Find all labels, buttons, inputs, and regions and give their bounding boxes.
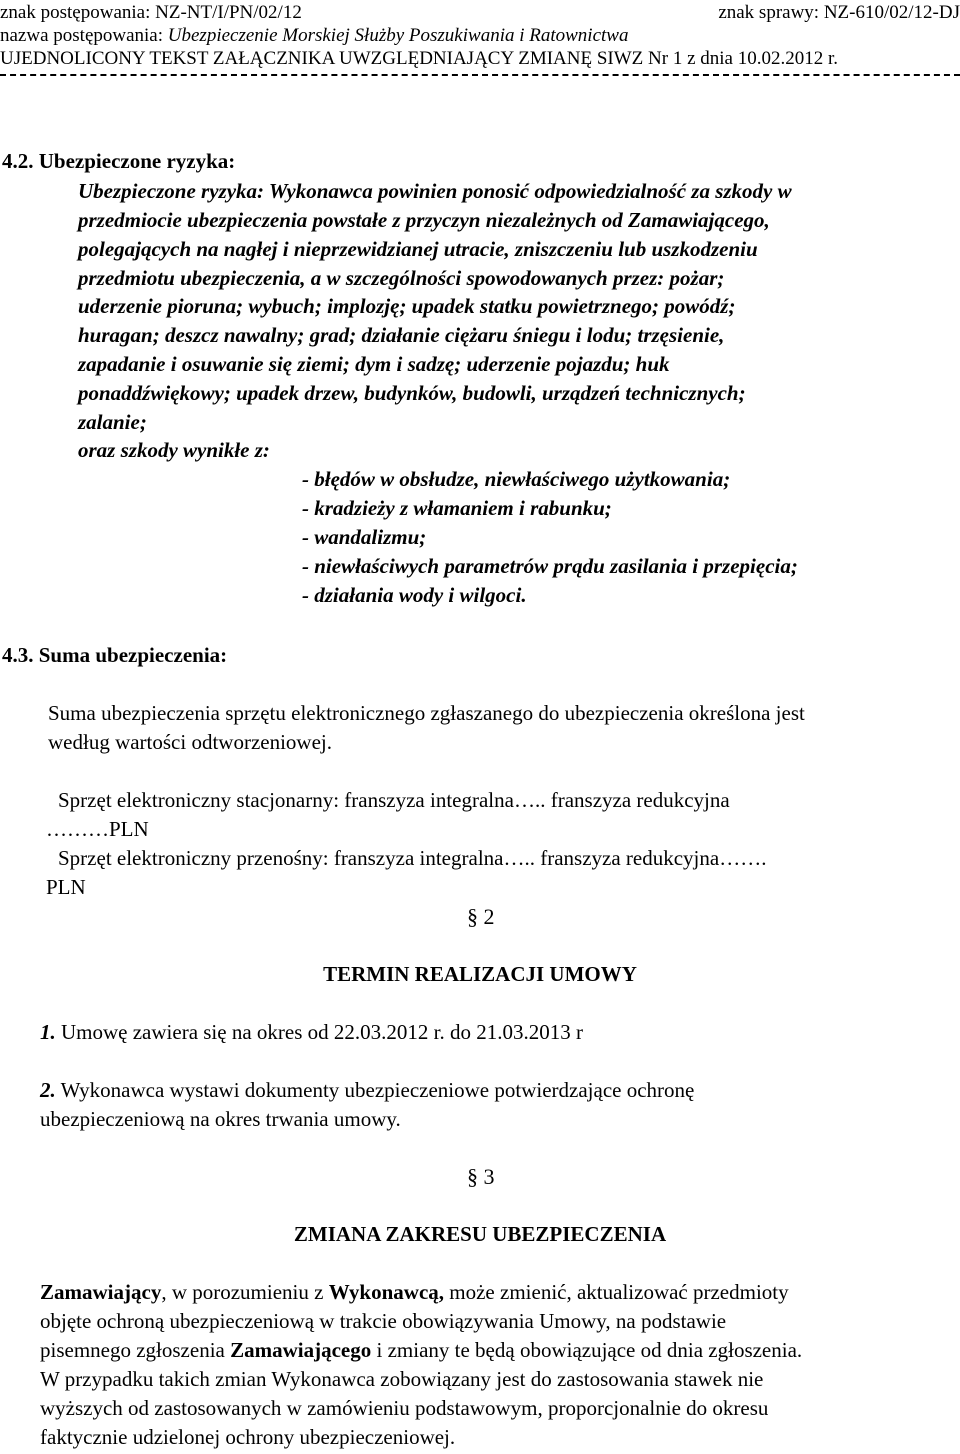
scope-change-party: Wykonawcą, bbox=[328, 1280, 445, 1304]
header-case-number: znak postępowania: NZ-NT/I/PN/02/12 bbox=[0, 2, 302, 23]
section-4-2-line: ponaddźwiękowy; upadek drzew, budynków, budowli, urządzeń technicznych; bbox=[78, 381, 746, 405]
exclusion-list-item: - wandalizmu; bbox=[302, 525, 427, 549]
exclusion-list-item: - kradzieży z włamaniem i rabunku; bbox=[302, 496, 612, 520]
term-item-1-number: 1. bbox=[40, 1020, 56, 1044]
paragraph-3-title: ZMIANA ZAKRESU UBEZPIECZENIA bbox=[293, 1222, 667, 1246]
sum-insured-text: Suma ubezpieczenia sprzętu elektronicznego zgłaszanego do ubezpieczenia określona jest bbox=[48, 701, 805, 725]
header-dashed-divider bbox=[0, 74, 960, 76]
section-4-3-title: Suma ubezpieczenia: bbox=[38, 643, 228, 667]
sum-insured-text: według wartości odtworzeniowej. bbox=[48, 730, 333, 754]
scope-change-line bbox=[40, 1337, 802, 1363]
section-4-2-line: przedmiocie ubezpieczenia powstałe z przyczyn niezależnych od Zamawiającego, bbox=[78, 208, 770, 232]
term-item-1-text: Umowę zawiera się na okres od 22.03.2012 r. do 21.03.2013 r bbox=[55, 1020, 583, 1044]
section-4-2-line: huragan; deszcz nawalny; grad; działanie ciężaru śniegu i lodu; trzęsienie, bbox=[78, 323, 725, 347]
section-4-2-title: Ubezpieczone ryzyka: bbox=[38, 149, 236, 173]
exclusion-list-item: - działania wody i wilgoci. bbox=[302, 583, 527, 607]
portable-equipment-deductible: Sprzęt elektroniczny przenośny: franszyza integralna….. franszyza redukcyjna……. bbox=[58, 846, 767, 870]
paragraph-2-title: TERMIN REALIZACJI UMOWY bbox=[323, 962, 637, 986]
section-4-3-heading bbox=[2, 642, 227, 668]
paragraph-3-symbol: § 3 bbox=[467, 1164, 495, 1189]
term-item-2-continued: ubezpieczeniową na okres trwania umowy. bbox=[40, 1107, 401, 1131]
section-4-2-number: 4.2. bbox=[2, 149, 34, 173]
term-item-2-text: Wykonawca wystawi dokumenty ubezpieczeniowe potwierdzające ochronę bbox=[55, 1078, 695, 1102]
scope-change-line: faktycznie udzielonej ochrony ubezpieczeniowej. bbox=[40, 1425, 456, 1449]
section-4-2-line: zalanie; bbox=[78, 410, 147, 434]
scope-change-party: Zamawiający bbox=[40, 1280, 162, 1304]
term-item-2 bbox=[40, 1077, 694, 1103]
scope-change-text: i zmiany te będą obowiązujące od dnia zgłoszenia. bbox=[371, 1338, 803, 1362]
scope-change-text: , w porozumieniu z bbox=[161, 1280, 329, 1304]
exclusion-list-item: - błędów w obsłudze, niewłaściwego użytkowania; bbox=[302, 467, 731, 491]
section-4-2-line: zapadanie i osuwanie się ziemi; dym i sadzę; uderzenie pojazdu; huk bbox=[78, 352, 670, 376]
scope-change-line: W przypadku takich zmian Wykonawca zobowiązany jest do zastosowania stawek nie bbox=[40, 1367, 764, 1391]
scope-change-party: Zamawiającego bbox=[230, 1338, 372, 1362]
header-matter-number: znak sprawy: NZ-610/02/12-DJ bbox=[718, 2, 960, 23]
scope-change-text: może zmienić, aktualizować przedmioty bbox=[444, 1280, 789, 1304]
section-4-2-line: Ubezpieczone ryzyka: Wykonawca powinien ponosić odpowiedzialność za szkody w bbox=[78, 179, 792, 203]
section-4-2-heading bbox=[2, 148, 235, 174]
term-item-2-number: 2. bbox=[40, 1078, 56, 1102]
stationary-equipment-amount: ………PLN bbox=[46, 817, 149, 841]
portable-equipment-amount: PLN bbox=[46, 875, 86, 899]
section-4-2-line: uderzenie pioruna; wybuch; implozję; upadek statku powietrznego; powódź; bbox=[78, 294, 736, 318]
stationary-equipment-deductible: Sprzęt elektroniczny stacjonarny: franszyza integralna….. franszyza redukcyjna bbox=[58, 788, 730, 812]
section-4-2-line: oraz szkody wynikłe z: bbox=[78, 438, 270, 462]
exclusion-list-item: - niewłaściwych parametrów prądu zasilania i przepięcia; bbox=[302, 554, 798, 578]
section-4-2-line: przedmiotu ubezpieczenia, a w szczególności spowodowanych przez: pożar; bbox=[78, 266, 725, 290]
header-procedure-label: nazwa postępowania: bbox=[0, 25, 168, 46]
header-unified-text-note: UJEDNOLICONY TEKST ZAŁĄCZNIKA UWZGLĘDNIAJĄCY ZMIANĘ SIWZ Nr 1 z dnia 10.02.2012 r. bbox=[0, 48, 839, 69]
paragraph-2-symbol: § 2 bbox=[467, 904, 495, 929]
term-item-1 bbox=[40, 1019, 583, 1045]
header-procedure-value: Ubezpieczenie Morskiej Służby Poszukiwania i Ratownictwa bbox=[167, 25, 629, 46]
scope-change-text: pisemnego zgłoszenia bbox=[40, 1338, 231, 1362]
section-4-3-number: 4.3. bbox=[2, 643, 34, 667]
section-4-2-line: polegających na nagłej i nieprzewidzianej utracie, zniszczeniu lub uszkodzeniu bbox=[78, 237, 758, 261]
scope-change-line bbox=[40, 1279, 789, 1305]
scope-change-line: objęte ochroną ubezpieczeniową w trakcie obowiązywania Umowy, na podstawie bbox=[40, 1309, 727, 1333]
header-procedure-name bbox=[0, 25, 628, 47]
scope-change-line: wyższych od zastosowanych w zamówieniu podstawowym, proporcjonalnie do okresu bbox=[40, 1396, 769, 1420]
